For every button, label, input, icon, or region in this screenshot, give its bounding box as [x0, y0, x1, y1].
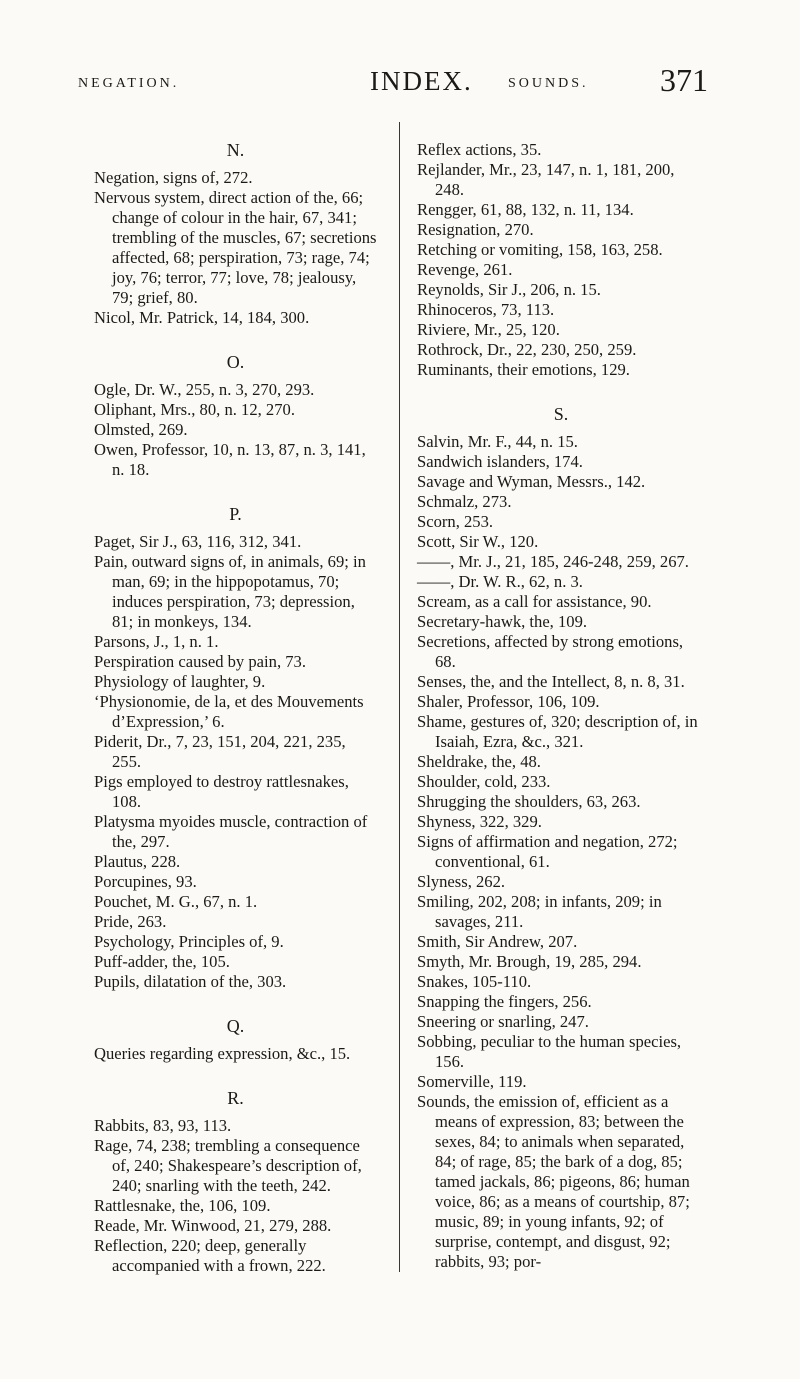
index-entry: Snapping the fingers, 256.	[417, 992, 592, 1011]
index-entry: Oliphant, Mrs., 80, n. 12, 270.	[94, 400, 295, 419]
index-entry: Pouchet, M. G., 67, n. 1.	[94, 892, 258, 911]
index-entry: ——, Mr. J., 21, 185, 246-248, 259, 267.	[417, 552, 689, 571]
index-entry: Parsons, J., 1, n. 1.	[94, 632, 219, 651]
index-entry: Revenge, 261.	[417, 260, 513, 279]
running-header	[0, 62, 800, 120]
index-entry: Pigs employed to destroy rattlesnakes, 108.	[94, 772, 349, 811]
section-letter: N.	[226, 140, 245, 160]
section-letter: S.	[553, 404, 569, 424]
index-entry: Rabbits, 83, 93, 113.	[94, 1116, 232, 1135]
section-letter: P.	[229, 504, 242, 524]
section-letter: R.	[227, 1088, 244, 1108]
index-entry: Snakes, 105-110.	[417, 972, 532, 991]
section-gap	[94, 1064, 377, 1088]
index-entry: Pain, outward signs of, in animals, 69; in man, 69; in the hippopotamus, 70; induces perspiration, 73; depression, 81; in monkeys, 134.	[94, 552, 366, 631]
index-entry: Rejlander, Mr., 23, 147, n. 1, 181, 200, 248.	[417, 160, 675, 199]
index-entry: Rothrock, Dr., 22, 230, 250, 259.	[417, 340, 637, 359]
index-section	[94, 1016, 377, 1064]
index-entry: Shyness, 322, 329.	[417, 812, 542, 831]
index-section	[94, 1088, 377, 1276]
column-divider	[399, 122, 400, 1272]
index-entry: Smiling, 202, 208; in infants, 209; in savages, 211.	[417, 892, 662, 931]
index-entry: ——, Dr. W. R., 62, n. 3.	[417, 572, 583, 591]
index-entry: Somerville, 119.	[417, 1072, 527, 1091]
index-entry: Queries regarding expression, &c., 15.	[94, 1044, 351, 1063]
header-left-keyword: NEGATION.	[78, 76, 180, 91]
index-entry: Shaler, Professor, 106, 109.	[417, 692, 600, 711]
index-entry: Psychology, Principles of, 9.	[94, 932, 284, 951]
index-entry: Scream, as a call for assistance, 90.	[417, 592, 652, 611]
index-entry: Ruminants, their emotions, 129.	[417, 360, 630, 379]
index-entry: Salvin, Mr. F., 44, n. 15.	[417, 432, 578, 451]
index-entry: Smith, Sir Andrew, 207.	[417, 932, 578, 951]
index-entry: Reflection, 220; deep, generally accompanied with a frown, 222.	[94, 1236, 326, 1275]
index-entry: Ogle, Dr. W., 255, n. 3, 270, 293.	[94, 380, 315, 399]
index-entry: Olmsted, 269.	[94, 420, 188, 439]
index-entry: Shrugging the shoulders, 63, 263.	[417, 792, 641, 811]
index-entry: Scorn, 253.	[417, 512, 494, 531]
index-entry: Sandwich islanders, 174.	[417, 452, 583, 471]
index-entry: Sobbing, peculiar to the human species, 156.	[417, 1032, 682, 1071]
section-gap	[417, 380, 705, 404]
index-entry: Pride, 263.	[94, 912, 167, 931]
section-letter: Q.	[226, 1016, 245, 1036]
index-entry: Pupils, dilatation of the, 303.	[94, 972, 287, 991]
index-entry: Secretary-hawk, the, 109.	[417, 612, 588, 631]
index-entry: Piderit, Dr., 7, 23, 151, 204, 221, 235, 255.	[94, 732, 346, 771]
index-entry: Reflex actions, 35.	[417, 140, 542, 159]
index-entry: Secretions, affected by strong emotions, 68.	[417, 632, 684, 671]
index-section	[94, 504, 377, 992]
index-section	[417, 140, 705, 380]
index-entry: Platysma myoides muscle, contraction of the, 297.	[94, 812, 368, 851]
index-entry: Riviere, Mr., 25, 120.	[417, 320, 560, 339]
section-gap	[94, 992, 377, 1016]
index-section	[94, 352, 377, 480]
index-entry: Physiology of laughter, 9.	[94, 672, 266, 691]
index-entry: Senses, the, and the Intellect, 8, n. 8, 31.	[417, 672, 685, 691]
index-entry: Savage and Wyman, Messrs., 142.	[417, 472, 646, 491]
index-section	[417, 404, 705, 1272]
section-letter: O.	[226, 352, 245, 372]
index-entry: Porcupines, 93.	[94, 872, 197, 891]
index-entry: Rattlesnake, the, 106, 109.	[94, 1196, 271, 1215]
index-entry: Shoulder, cold, 233.	[417, 772, 551, 791]
index-entry: Signs of affirmation and negation, 272; conventional, 61.	[417, 832, 678, 871]
index-entry: ‘Physionomie, de la, et des Mouvements d’Expression,’ 6.	[94, 692, 364, 731]
index-entry: Reade, Mr. Winwood, 21, 279, 288.	[94, 1216, 332, 1235]
index-entry: Resignation, 270.	[417, 220, 534, 239]
index-entry: Retching or vomiting, 158, 163, 258.	[417, 240, 663, 259]
index-entry: Puff-adder, the, 105.	[94, 952, 230, 971]
index-section	[94, 140, 377, 328]
index-entry: Sheldrake, the, 48.	[417, 752, 541, 771]
index-entry: Negation, signs of, 272.	[94, 168, 253, 187]
page-number: 371	[660, 62, 708, 98]
index-entry: Rage, 74, 238; trembling a consequence of, 240; Shakespeare’s description of, 240; snarling with the teeth, 242.	[94, 1136, 362, 1195]
index-entry: Reynolds, Sir J., 206, n. 15.	[417, 280, 601, 299]
index-entry: Perspiration caused by pain, 73.	[94, 652, 306, 671]
index-entry: Sounds, the emission of, efficient as a means of expression, 83; between the sexes, 84; to animals when separated, 84; of rage, 85; the bark of a dog, 85; tamed jackals, 86; pigeons, 86; human voice, 86; as a means of courtship, 87; music, 89; in young infants, 92; of surprise, contempt, and disgust, 92; rabbits, 93; por-	[417, 1092, 690, 1271]
index-entry: Rengger, 61, 88, 132, n. 11, 134.	[417, 200, 634, 219]
index-entry: Rhinoceros, 73, 113.	[417, 300, 555, 319]
index-entry: Slyness, 262.	[417, 872, 506, 891]
left-column	[94, 140, 377, 1276]
index-entry: Nicol, Mr. Patrick, 14, 184, 300.	[94, 308, 310, 327]
header-right-keyword: SOUNDS.	[508, 76, 589, 91]
index-entry: Shame, gestures of, 320; description of, in Isaiah, Ezra, &c., 321.	[417, 712, 698, 751]
index-entry: Plautus, 228.	[94, 852, 181, 871]
right-column	[417, 140, 705, 1272]
index-entry: Scott, Sir W., 120.	[417, 532, 539, 551]
index-entry: Owen, Professor, 10, n. 13, 87, n. 3, 141, n. 18.	[94, 440, 366, 479]
header-title: INDEX.	[370, 66, 473, 96]
index-entry: Paget, Sir J., 63, 116, 312, 341.	[94, 532, 302, 551]
index-entry: Schmalz, 273.	[417, 492, 512, 511]
section-gap	[94, 328, 377, 352]
section-gap	[94, 480, 377, 504]
index-entry: Smyth, Mr. Brough, 19, 285, 294.	[417, 952, 642, 971]
index-entry: Sneering or snarling, 247.	[417, 1012, 589, 1031]
index-entry: Nervous system, direct action of the, 66; change of colour in the hair, 67, 341; trembling of the muscles, 67; secretions affected, 68; perspiration, 73; rage, 74; joy, 76; terror, 77; love, 78; jealousy, 79; grief, 80.	[94, 188, 377, 307]
